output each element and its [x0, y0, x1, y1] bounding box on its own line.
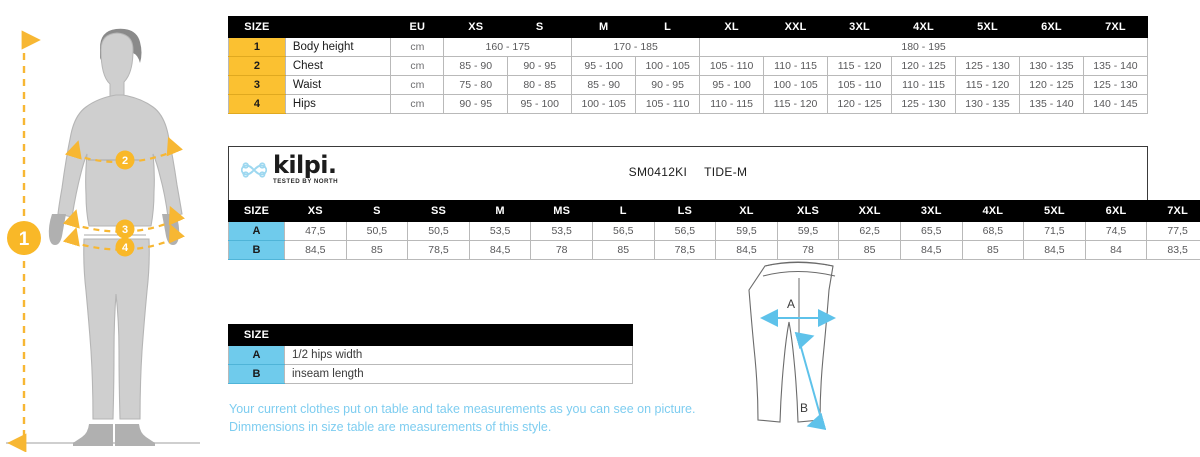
row-label: Hips — [285, 95, 391, 114]
value-cell: 135 - 140 — [1083, 57, 1147, 76]
row-description: inseam length — [285, 365, 633, 384]
table-row — [229, 365, 633, 384]
svg-text:1: 1 — [19, 229, 30, 250]
value-cell: 100 - 105 — [636, 57, 700, 76]
value-cell: 50,5 — [408, 222, 470, 241]
note-line-1: Your current clothes put on table and take measurements as you can see on picture. — [229, 400, 749, 418]
value-cell: 85 - 90 — [444, 57, 508, 76]
body-measurements-table — [228, 16, 1148, 114]
value-cell: 80 - 85 — [508, 76, 572, 95]
col-header-5xl: 5XL — [1024, 201, 1086, 222]
value-cell: 85 — [962, 241, 1024, 260]
value-cell: 110 - 115 — [892, 76, 956, 95]
value-cell: 120 - 125 — [1019, 76, 1083, 95]
value-cell: 125 - 130 — [956, 57, 1020, 76]
col-header-description — [285, 325, 633, 346]
value-cell: 180 - 195 — [700, 38, 1148, 57]
value-cell: 85 — [346, 241, 408, 260]
table-row — [229, 38, 1148, 57]
col-header-s: S — [508, 17, 572, 38]
value-cell: 115 - 120 — [828, 57, 892, 76]
value-cell: 59,5 — [716, 222, 778, 241]
marker-badge-2 — [116, 151, 135, 170]
col-header-measure — [285, 17, 391, 38]
value-cell: 56,5 — [592, 222, 654, 241]
body-measurement-figure — [0, 0, 228, 452]
value-cell: 75 - 80 — [444, 76, 508, 95]
value-cell: 53,5 — [469, 222, 531, 241]
value-cell: 110 - 115 — [700, 95, 764, 114]
col-header-eu: EU — [391, 17, 444, 38]
value-cell: 90 - 95 — [636, 76, 700, 95]
value-cell: 95 - 100 — [508, 95, 572, 114]
row-key: A — [229, 222, 285, 241]
row-unit: cm — [391, 76, 444, 95]
marker-badge-3 — [116, 220, 135, 239]
row-unit: cm — [391, 95, 444, 114]
col-header-xxl: XXL — [839, 201, 901, 222]
table-row — [229, 222, 1200, 241]
table-row — [229, 95, 1148, 114]
col-header-6xl: 6XL — [1085, 201, 1147, 222]
col-header-size: SIZE — [229, 17, 286, 38]
row-description: 1/2 hips width — [285, 346, 633, 365]
value-cell: 115 - 120 — [764, 95, 828, 114]
table-row — [229, 57, 1148, 76]
brand-header-box — [228, 146, 1148, 200]
col-header-l: L — [592, 201, 654, 222]
value-cell: 125 - 130 — [892, 95, 956, 114]
value-cell: 85 — [839, 241, 901, 260]
row-key: 3 — [229, 76, 286, 95]
col-header-ms: MS — [531, 201, 593, 222]
value-cell: 74,5 — [1085, 222, 1147, 241]
col-header-size: SIZE — [229, 201, 285, 222]
row-unit: cm — [391, 57, 444, 76]
table-row — [229, 241, 1200, 260]
svg-text:3: 3 — [122, 224, 128, 236]
col-header-s: S — [346, 201, 408, 222]
col-header-5xl: 5XL — [956, 17, 1020, 38]
value-cell: 78 — [531, 241, 593, 260]
row-key: 2 — [229, 57, 286, 76]
value-cell: 160 - 175 — [444, 38, 572, 57]
row-key: 4 — [229, 95, 286, 114]
col-header-3xl: 3XL — [900, 201, 962, 222]
table-row — [229, 76, 1148, 95]
value-cell: 105 - 110 — [636, 95, 700, 114]
brand-name: kilpi. — [273, 153, 338, 177]
col-header-m: M — [572, 17, 636, 38]
note-line-2: Dimmensions in size table are measurements of this style. — [229, 418, 749, 436]
value-cell: 83,5 — [1147, 241, 1200, 260]
value-cell: 84 — [1085, 241, 1147, 260]
value-cell: 115 - 120 — [956, 76, 1020, 95]
col-header-xs: XS — [285, 201, 347, 222]
marker-badge-4 — [116, 238, 135, 257]
value-cell: 84,5 — [716, 241, 778, 260]
value-cell: 84,5 — [469, 241, 531, 260]
value-cell: 65,5 — [900, 222, 962, 241]
style-code: SM0412KI — [629, 165, 687, 179]
value-cell: 47,5 — [285, 222, 347, 241]
value-cell: 62,5 — [839, 222, 901, 241]
value-cell: 53,5 — [531, 222, 593, 241]
value-cell: 105 - 110 — [700, 57, 764, 76]
value-cell: 78,5 — [654, 241, 716, 260]
value-cell: 84,5 — [1024, 241, 1086, 260]
table-header-row — [229, 201, 1200, 222]
value-cell: 59,5 — [777, 222, 839, 241]
table-header-row — [229, 17, 1148, 38]
row-key: B — [229, 365, 285, 384]
value-cell: 130 - 135 — [1019, 57, 1083, 76]
svg-text:4: 4 — [122, 242, 129, 254]
value-cell: 90 - 95 — [444, 95, 508, 114]
row-unit: cm — [391, 38, 444, 57]
row-key: B — [229, 241, 285, 260]
col-header-xxl: XXL — [764, 17, 828, 38]
pants-label-a: A — [787, 297, 795, 311]
value-cell: 170 - 185 — [572, 38, 700, 57]
col-header-3xl: 3XL — [828, 17, 892, 38]
svg-text:2: 2 — [122, 155, 128, 167]
table-row — [229, 346, 633, 365]
col-header-4xl: 4XL — [892, 17, 956, 38]
row-key: A — [229, 346, 285, 365]
row-key: 1 — [229, 38, 286, 57]
value-cell: 77,5 — [1147, 222, 1200, 241]
value-cell: 120 - 125 — [892, 57, 956, 76]
col-header-m: M — [469, 201, 531, 222]
col-header-7xl: 7XL — [1147, 201, 1200, 222]
value-cell: 100 - 105 — [572, 95, 636, 114]
value-cell: 50,5 — [346, 222, 408, 241]
measurement-legend-table — [228, 324, 633, 384]
pants-outline — [749, 262, 835, 422]
value-cell: 84,5 — [285, 241, 347, 260]
pants-label-b: B — [800, 401, 808, 415]
row-label: Body height — [285, 38, 391, 57]
value-cell: 85 - 90 — [572, 76, 636, 95]
row-label: Waist — [285, 76, 391, 95]
col-header-l: L — [636, 17, 700, 38]
style-name: TIDE-M — [704, 165, 747, 179]
value-cell: 85 — [592, 241, 654, 260]
row-label: Chest — [285, 57, 391, 76]
value-cell: 135 - 140 — [1019, 95, 1083, 114]
table-header-row — [229, 325, 633, 346]
value-cell: 68,5 — [962, 222, 1024, 241]
value-cell: 78 — [777, 241, 839, 260]
value-cell: 100 - 105 — [764, 76, 828, 95]
value-cell: 120 - 125 — [828, 95, 892, 114]
col-header-xs: XS — [444, 17, 508, 38]
value-cell: 71,5 — [1024, 222, 1086, 241]
marker-badge-1 — [7, 221, 41, 255]
col-header-xl: XL — [716, 201, 778, 222]
value-cell: 140 - 145 — [1083, 95, 1147, 114]
pants-measurement-diagram — [722, 252, 912, 452]
value-cell: 95 - 100 — [572, 57, 636, 76]
col-header-size: SIZE — [229, 325, 285, 346]
style-measurements-table — [228, 200, 1200, 260]
col-header-6xl: 6XL — [1019, 17, 1083, 38]
value-cell: 78,5 — [408, 241, 470, 260]
value-cell: 84,5 — [900, 241, 962, 260]
value-cell: 105 - 110 — [828, 76, 892, 95]
col-header-xl: XL — [700, 17, 764, 38]
col-header-4xl: 4XL — [962, 201, 1024, 222]
value-cell: 56,5 — [654, 222, 716, 241]
col-header-7xl: 7XL — [1083, 17, 1147, 38]
value-cell: 130 - 135 — [956, 95, 1020, 114]
value-cell: 90 - 95 — [508, 57, 572, 76]
style-identifier — [229, 165, 1147, 179]
measurement-note — [229, 400, 749, 436]
col-header-ls: LS — [654, 201, 716, 222]
brand-tagline: TESTED BY NORTH — [273, 178, 338, 185]
value-cell: 95 - 100 — [700, 76, 764, 95]
human-silhouette — [49, 29, 182, 446]
col-header-xls: XLS — [777, 201, 839, 222]
value-cell: 110 - 115 — [764, 57, 828, 76]
value-cell: 125 - 130 — [1083, 76, 1147, 95]
col-header-ss: SS — [408, 201, 470, 222]
